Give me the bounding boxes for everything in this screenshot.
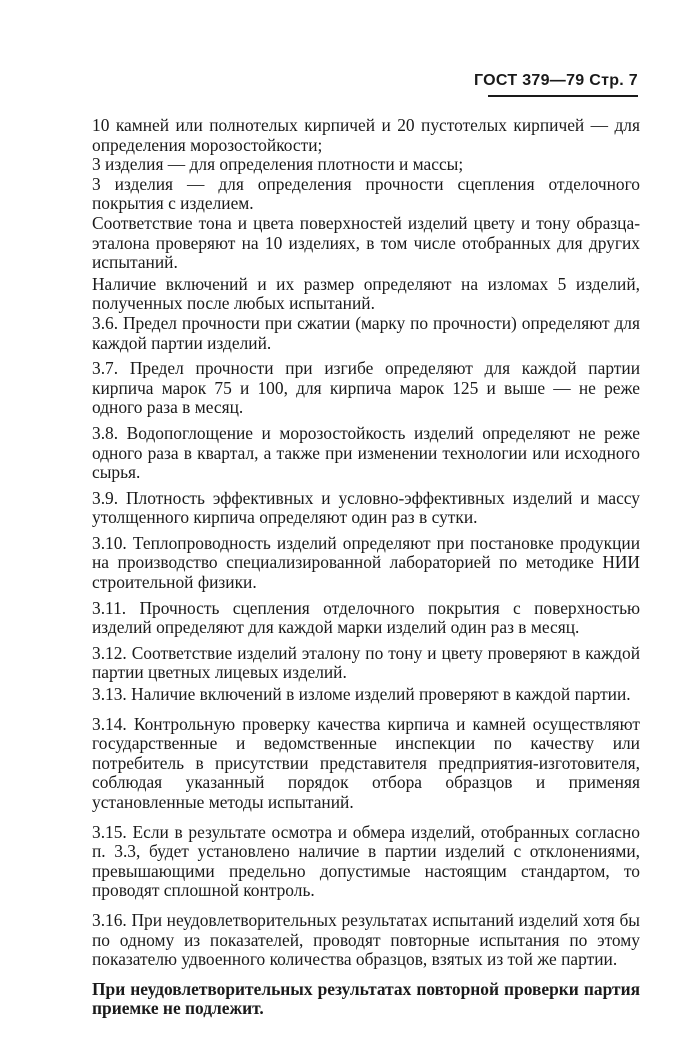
paragraph: 3.6. Предел прочности при сжатии (марку по прочности) определяют для каждой партии изделий. [92,312,640,353]
paragraph: 10 камней или полнотелых кирпичей и 20 пустотелых кирпичей — для определения морозостойкости; [92,115,640,155]
paragraph: Соответствие тона и цвета поверхностей изделий цвету и тону образца-эталона проверяют на 10 изделиях, в том числе отобранных для других испытаний. [92,212,640,273]
paragraph: Наличие включений и их размер определяют на изломах 5 изделий, полученных после любых испытаний. [92,273,640,314]
paragraph: 3.8. Водопоглощение и морозостойкость изделий определяют не реже одного раза в квартал, а также при изменении технологии или исходного сырья. [92,422,640,483]
header-rule [488,95,638,97]
paragraph: 3.13. Наличие включений в изломе изделий проверяют в каждой партии. [92,684,631,705]
paragraph: 3.11. Прочность сцепления отделочного покрытия с поверхностью изделий определяют для каждой марки изделий один раз в месяц. [92,597,640,638]
paragraph: 3.7. Предел прочности при изгибе определяют для каждой партии кирпича марок 75 и 100, для кирпича марок 125 и выше — не реже одного раза в месяц. [92,358,640,418]
page-header: ГОСТ 379—79 Стр. 7 [474,72,638,89]
paragraph: 3.10. Теплопроводность изделий определяют при постановке продукции на производство специализированной лабораторией по методике НИИ строительной физики. [92,532,640,593]
paragraph: 3.15. Если в результате осмотра и обмера изделий, отобранных согласно п. 3.3, будет установлено наличие в партии изделий с отклонениями, превышающими предельно допустимые настоящим стандартом, то проводят сплошной контроль. [92,821,640,901]
paragraph: 3 изделия — для определения прочности сцепления отделочного покрытия с изделием. [92,173,640,214]
paragraph: 3.16. При неудовлетворительных результатах испытаний изделий хотя бы по одному из показателей, проводят повторные испытания по этому показателю удвоенного количества образцов, взятых из той же партии. [92,909,640,970]
paragraph: 3 изделия — для определения плотности и массы; [92,154,464,175]
paragraph: При неудовлетворительных результатах повторной проверки партия приемке не подлежит. [92,978,640,1019]
paragraph: 3.12. Соответствие изделий эталону по тону и цвету проверяют в каждой партии цветных лицевых изделий. [92,642,640,683]
paragraph: 3.14. Контрольную проверку качества кирпича и камней осуществляют государственные и ведомственные инспекции по качеству или потребитель в присутствии представителя предприятия-изготовителя, соблюдая указанный порядок отбора образцов и применяя установленные методы испытаний. [92,713,640,812]
paragraph: 3.9. Плотность эффективных и условно-эффективных изделий и массу утолщенного кирпича определяют один раз в сутки. [92,487,640,528]
document-body [92,116,640,1019]
